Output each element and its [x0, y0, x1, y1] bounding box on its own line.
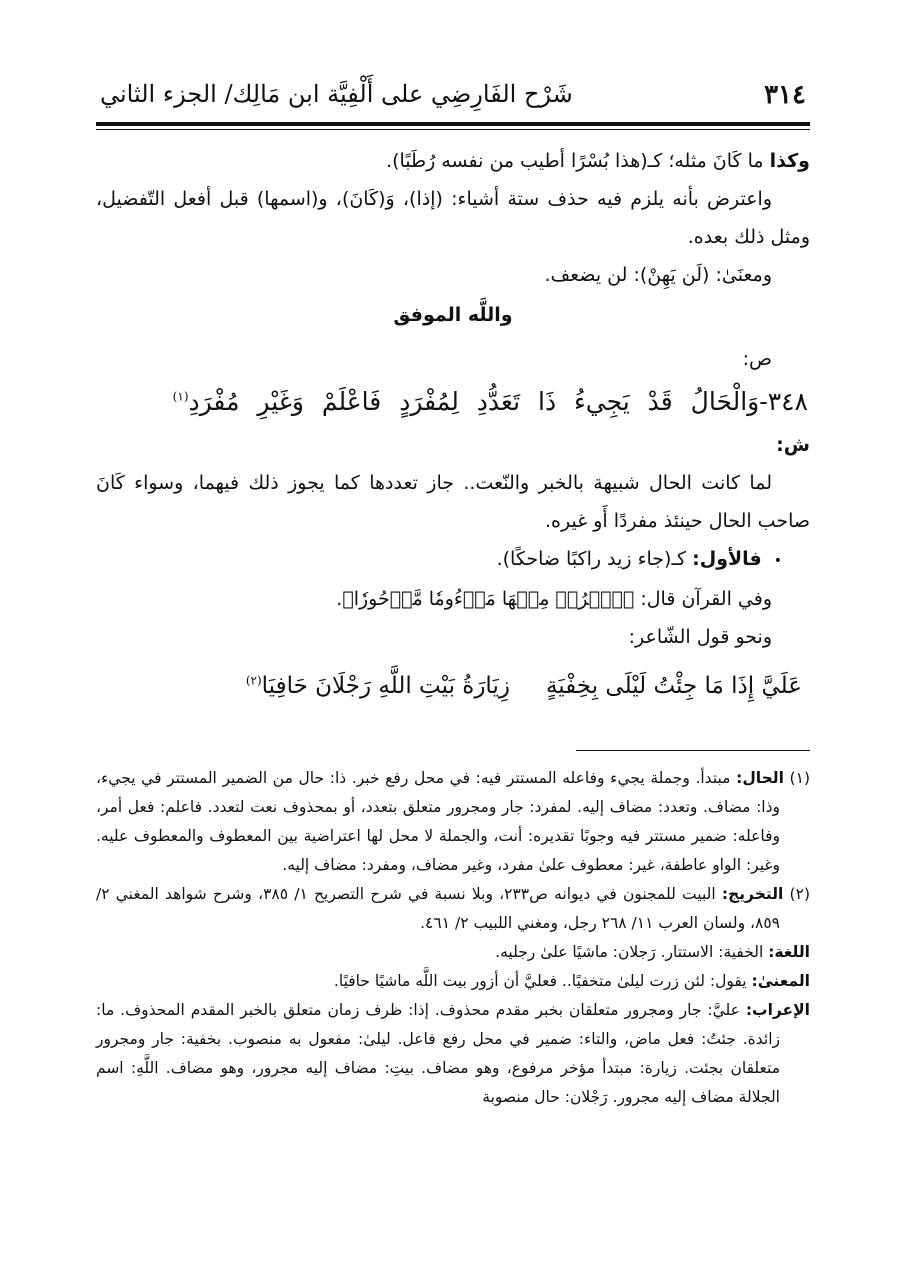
footnote-lugha	[96, 938, 810, 967]
verse-line	[96, 378, 810, 426]
footnote-1-number: (١)	[789, 769, 810, 787]
footnote-irab	[96, 996, 810, 1112]
footnote-2-label: التخريج:	[721, 885, 784, 903]
verse-text: وَالْحَالُ قَدْ يَجِيءُ ذَا تَعَدُّدِ لِمُفْرَدٍ فَاعْلَمْ وَغَيْرِ مُفْرَدِ	[188, 387, 760, 416]
paragraph-6-text: وفي القرآن قال:	[634, 588, 772, 610]
paragraph-4: لما كانت الحال شبيهة بالخبر والنّعت.. جاز تعددها كما يجوز ذلك فيهما، وسواء كَانَ صاحب الحال حينئذ مفردًا أَو غيره.	[96, 472, 810, 532]
poem-second-hemistich: زِيَارَةُ بَيْتِ اللَّهِ رَجْلَانَ حَافِيَا	[261, 673, 510, 699]
sad-label: ص:	[742, 348, 772, 370]
paragraph-1-text: ما كَانَ مثله؛ كـ(هذا بُسْرًا أطيب من نفسه رُطَبًا).	[386, 150, 770, 172]
header-rule-thin	[96, 129, 810, 130]
poem-line	[96, 660, 810, 712]
footnote-maana-label: المعنىٰ:	[751, 972, 810, 990]
paragraph-7: ونحو قول الشّاعر:	[628, 626, 772, 648]
paragraph-1	[96, 142, 810, 180]
page-number: ٣١٤	[764, 80, 806, 110]
paragraph-1-lead: وكذا	[769, 150, 810, 172]
footnote-1-label: الحال:	[736, 769, 784, 787]
footnote-lugha-label: اللغة:	[768, 943, 810, 961]
paragraph-3: ومعنَىٰ: (لَن يَهِنْ): لن يضعف.	[544, 264, 772, 286]
poem-first-hemistich: عَلَيَّ إِذَا مَا جِئْتُ لَيْلَى بِخِفْيَةٍ	[545, 673, 802, 699]
footnote-separator	[576, 750, 810, 751]
footnote-ref-1: (١)	[172, 389, 189, 404]
footnote-lugha-text: الخفية: الاستتار. رَجلان: ماشيًا علىٰ رجليه.	[495, 943, 769, 961]
bullet-icon: •	[773, 553, 782, 569]
footnote-1-text: مبتدأ. وجملة يجيء وفاعله المستتر فيه: في محل رفع خبر. ذا: حال من الضمير المستتر في يجيء، وذا: مضاف. وتعدد: مضاف إليه. لمفرد: جار ومجرور متعلق بتعدد، أو بمحذوف نعت لتعدد. فاعلم: فعل أمر، وفاعله: ضمير مستتر فيه وجوبًا تقديره: أنت، والجملة لا محل لها اعتراضية بين المعطوف والمعطوف عليه. وغير: الواو عاطفة، غير: معطوف علىٰ مفرد، وغير مضاف، ومفرد: مضاف إليه.	[96, 769, 780, 874]
footnote-2	[96, 880, 810, 938]
footnote-maana	[96, 967, 810, 996]
shin-label: ش:	[776, 434, 810, 456]
footnote-ref-2: (٢)	[245, 673, 262, 688]
book-page	[96, 60, 810, 1240]
paragraph-6-end: .	[336, 588, 343, 610]
main-text	[96, 142, 810, 712]
footnote-1	[96, 764, 810, 880]
footnotes	[96, 764, 810, 1112]
page-header	[96, 60, 810, 116]
footnote-maana-text: يقول: لئن زرت ليلىٰ متخفيًا.. فعليَّ أن أزور بيت اللَّه ماشيًا حافيًا.	[333, 972, 752, 990]
header-rule	[96, 122, 810, 126]
paragraph-5-lead: فالأول:	[692, 548, 762, 570]
footnote-2-text: البيت للمجنون في ديوانه ص٢٣٣، وبلا نسبة في شرح التصريح ١/ ٣٨٥، وشرح شواهد المغني ٢/ ٨٥٩، ولسان العرب ١١/ ٢٦٨ رجل، ومغني اللبيب ٢/ ٤٦١.	[96, 885, 780, 932]
verse-number: ٣٤٨-	[759, 387, 808, 416]
paragraph-5-text: كـ(جاء زيد راكبًا ضاحكًا).	[496, 548, 693, 570]
paragraph-2: واعترض بأنه يلزم فيه حذف ستة أشياء: (إذا)، وَ(كَانَ)، و(اسمها) قبل أفعل التّفضيل، ومثل ذلك بعده.	[96, 188, 810, 248]
footnote-2-number: (٢)	[789, 885, 810, 903]
paragraph-5	[96, 540, 810, 580]
footnote-irab-label: الإعراب:	[745, 1001, 810, 1019]
paragraph-6	[96, 580, 810, 618]
quran-quote: ﴿ٱخۡرُجۡ مِنۡهَا مَذۡءُومٗا مَّدۡحُورٗا﴾	[342, 588, 635, 610]
closing-phrase: واللَّه الموفق	[393, 304, 513, 326]
footnote-irab-text: عليَّ: جار ومجرور متعلقان بخبر مقدم محذوف. إذا: ظرف زمان متعلق بالخبر المقدم المحذوف. ما: زائدة. جئتُ: فعل ماض، والتاء: ضمير في محل رفع فاعل. ليلىٰ: مفعول به منصوب. بخفية: جار ومجرور متعلقان بجئت. زيارة: مبتدأ مؤخر مرفوع، وهو مضاف. بيتِ: مضاف إليه مجرور، وهو مضاف. اللَّهِ: اسم الجلالة مضاف إليه مجرور. رَجْلان: حال منصوبة	[96, 1001, 780, 1106]
running-title: شَرْح الفَارِضِي على أَلْفِيَّة ابن مَالِك/ الجزء الثاني	[100, 80, 573, 108]
